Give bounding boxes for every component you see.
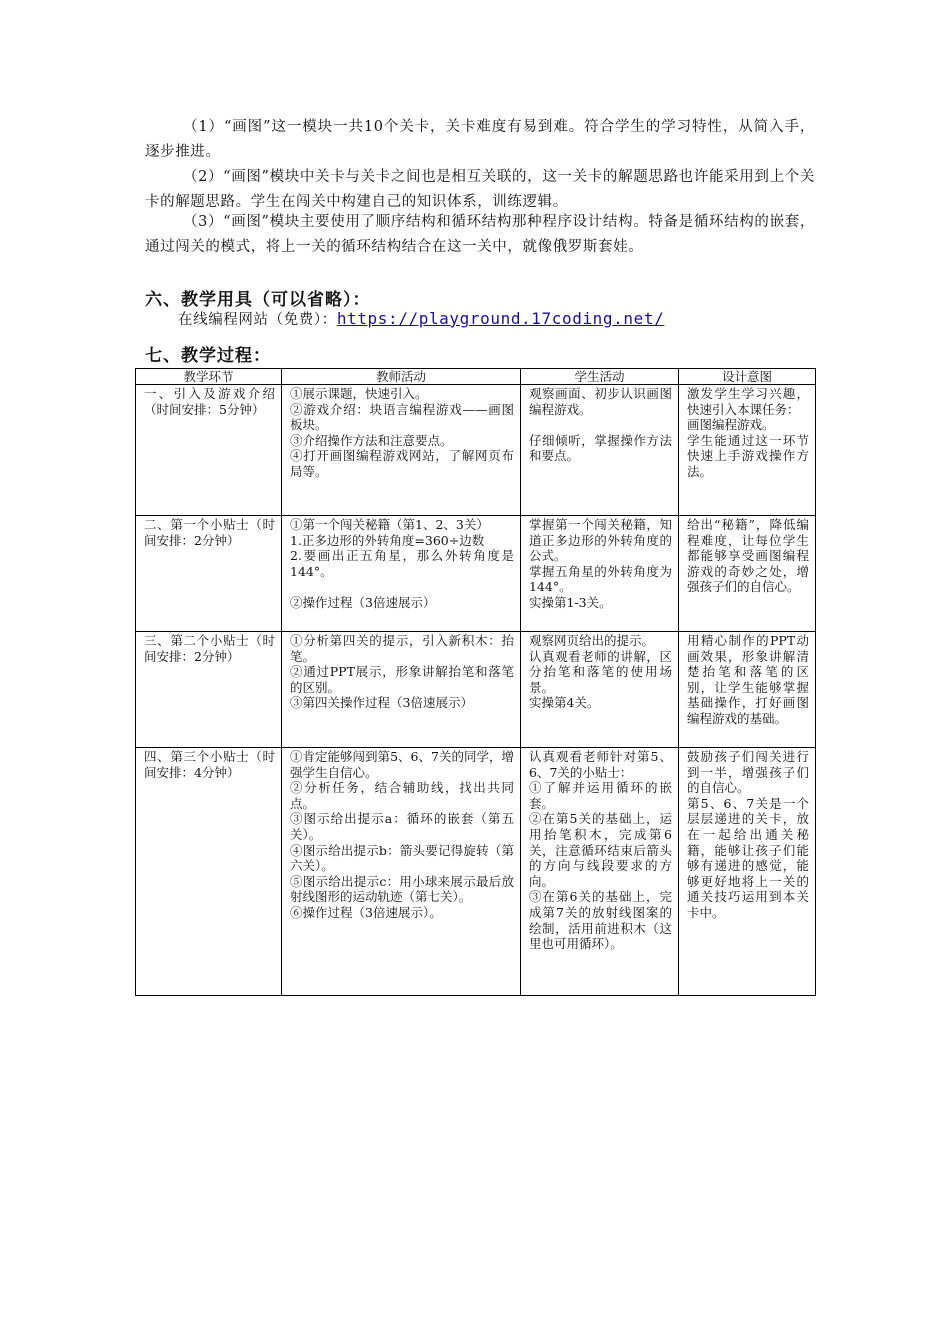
student-line: 认真观看老师的讲解，区分抬笔和落笔的使用场景。 (529, 648, 672, 695)
teacher-line: ④图示给出提示b：箭头要记得旋转（第六关）。 (290, 842, 514, 874)
header-teacher: 教师活动 (282, 369, 521, 385)
section6-heading: 六、教学用具（可以省略）： (145, 290, 371, 310)
teacher-line: ②操作过程（3倍速展示） (290, 594, 436, 610)
paragraph-3: （3）“画图”模块主要使用了顺序结构和循环结构那种程序设计结构。特备是循环结构的嵌套，通过闯关的模式，将上一关的循环结构结合在这一关中，就像俄罗斯套娃。 (145, 214, 815, 255)
cell-stage (136, 516, 282, 632)
section7-heading: 七、教学过程： (145, 346, 271, 366)
student-line: 实操第1-3关。 (529, 594, 612, 610)
blank-line (290, 579, 514, 595)
cell-student (521, 632, 679, 748)
cell-intent (679, 385, 816, 516)
table-row (136, 516, 816, 632)
teacher-line: ③图示给出提示a：循环的嵌套（第五关）。 (290, 811, 514, 842)
teacher-line: ②分析任务，结合辅助线，找出共同点。 (290, 780, 514, 811)
blank-line (529, 417, 672, 433)
student-line: ③在第6关的基础上，完成第7关的放射线图案的绘制，活用前进积木（这里也可用循环）。 (529, 889, 672, 952)
cell-stage (136, 748, 282, 996)
teacher-line: ③第四关操作过程（3倍速展示） (290, 695, 473, 711)
cell-teacher (282, 632, 521, 748)
table-row (136, 385, 816, 516)
teacher-line: 2.要画出正五角星，那么外转角度是144°。 (290, 548, 514, 579)
cell-teacher (282, 516, 521, 632)
cell-intent (679, 748, 816, 996)
teacher-line: 1.正多边形的外转角度=360÷边数 (290, 532, 485, 548)
teacher-line: ①展示课题，快速引入。 (290, 386, 428, 401)
cell-intent (679, 516, 816, 632)
stage-line: 三、第二个小贴士（时间安排：2分钟） (144, 633, 275, 664)
table-row (136, 748, 816, 996)
student-line: 观察画面、初步认识画图编程游戏。 (529, 386, 672, 417)
intent-line: 鼓励孩子们闯关进行到一半，增强孩子们的自信心。 (687, 749, 809, 796)
student-line: 掌握五角星的外转角度为144°。 (529, 563, 672, 595)
student-line: 掌握第一个闯关秘籍，知道正多边形的外转角度的公式。 (529, 517, 672, 564)
tools-line (178, 308, 664, 329)
table-row (136, 632, 816, 748)
paragraph-1: （1）“画图”这一模块一共10个关卡，关卡难度有易到难。符合学生的学习特性，从简入手，逐步推进。 (145, 119, 815, 160)
cell-teacher (282, 748, 521, 996)
intent-line: 用精心制作的PPT动画效果，形象讲解清楚抬笔和落笔的区别，让学生能够掌握基础操作，打好画图编程游戏的基础。 (687, 633, 809, 726)
intent-line: 激发学生学习兴趣，快速引入本课任务： (687, 386, 809, 417)
stage-line: 四、第三个小贴士（时间安排：4分钟） (144, 749, 275, 780)
teacher-line: ⑤图示给出提示c：用小球来展示最后放射线图形的运动轨迹（第七关）。 (290, 873, 514, 905)
cell-intent (679, 632, 816, 748)
intent-line: 第5、6、7关是一个层层递进的关卡，放在一起给出通关秘籍，能够让孩子们能够有递进的感觉，能够更好地将上一关的通关技巧运用到本关卡中。 (687, 795, 809, 920)
student-line: ①了解并运用循环的嵌套。 (529, 780, 672, 811)
cell-student (521, 516, 679, 632)
teacher-line: ①分析第四关的提示，引入新积木：抬笔。 (290, 633, 514, 664)
stage-line: 二、第一个小贴士（时间安排：2分钟） (144, 517, 275, 548)
intent-line: 学生能通过这一环节快速上手游戏操作方法。 (687, 432, 809, 479)
teacher-line: ②游戏介绍：块语言编程游戏——画图板块。 (290, 401, 514, 433)
teacher-line: ①第一个闯关秘籍（第1、2、3关） (290, 517, 489, 532)
student-line: 观察网页给出的提示。 (529, 633, 655, 648)
tools-link[interactable]: https://playground.17coding.net/ (336, 309, 665, 328)
teacher-line: ⑥操作过程（3倍速展示）。 (290, 904, 442, 920)
teacher-line: ④打开画图编程游戏网站，了解网页布局等。 (290, 448, 514, 479)
cell-stage (136, 385, 282, 516)
student-line: 仔细倾听，掌握操作方法和要点。 (529, 432, 672, 464)
table-header-row (136, 369, 816, 385)
cell-stage (136, 632, 282, 748)
tools-label: 在线编程网站（免费）： (178, 312, 337, 328)
teacher-line: ③介绍操作方法和注意要点。 (290, 432, 453, 448)
teacher-line: ②通过PPT展示，形象讲解抬笔和落笔的区别。 (290, 664, 514, 695)
cell-student (521, 748, 679, 996)
intent-line: 给出“秘籍”，降低编程难度，让每位学生都能够享受画图编程游戏的奇妙之处，增强孩子们的自信心。 (687, 517, 809, 595)
teaching-process-table (135, 368, 816, 996)
cell-student (521, 385, 679, 516)
table-body (136, 385, 816, 996)
paragraph-2: （2）“画图”模块中关卡与关卡之间也是相互关联的，这一关卡的解题思路也许能采用到上个关卡的解题思路。学生在闯关中构建自己的知识体系，训练逻辑。 (145, 169, 815, 210)
student-line: 实操第4关。 (529, 695, 600, 711)
student-line: ②在第5关的基础上，运用抬笔积木，完成第6关，注意循环结束后箭头的方向与线段要求的方向。 (529, 811, 672, 889)
cell-teacher (282, 385, 521, 516)
header-intent: 设计意图 (679, 369, 816, 385)
stage-line: 一、引入及游戏介绍（时间安排：5分钟） (144, 386, 275, 417)
intent-line: 画图编程游戏。 (687, 417, 775, 433)
teacher-line: ①肯定能够闯到第5、6、7关的同学，增强学生自信心。 (290, 749, 514, 780)
student-line: 认真观看老师针对第5、6、7关的小贴士： (529, 749, 672, 780)
header-stage: 教学环节 (136, 369, 282, 385)
header-student: 学生活动 (521, 369, 679, 385)
